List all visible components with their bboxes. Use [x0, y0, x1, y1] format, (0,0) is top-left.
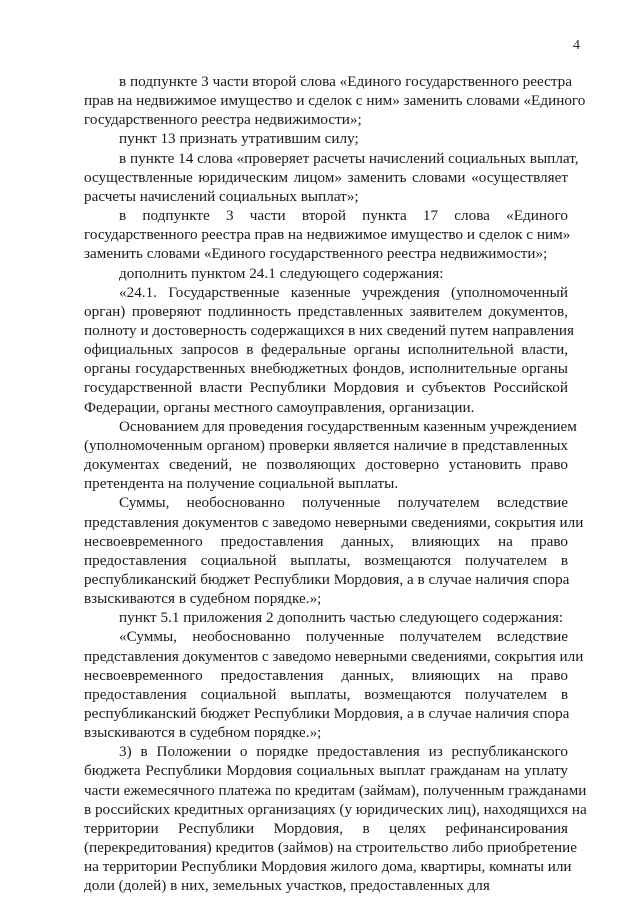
text-line: в пункте 14 слова «проверяет расчеты начислений социальных выплат,: [119, 149, 579, 167]
text-line: претендента на получение социальной выплаты.: [84, 475, 399, 493]
text-line: республиканский бюджет Республики Мордовия, а в случае наличия спора: [84, 570, 570, 588]
text-line: взыскиваются в судебном порядке.»;: [84, 724, 322, 742]
text-line: в российских кредитных организациях (у юридических лиц), находящихся на: [84, 800, 587, 818]
text-line: полноту и достоверность содержащихся в них сведений путем направления: [84, 321, 574, 339]
text-line: дополнить пунктом 24.1 следующего содержания:: [119, 264, 444, 282]
text-line: в подпункте 3 части второй слова «Единого государственного реестра: [119, 73, 573, 90]
text-line: представления документов с заведомо неверными сведениями, сокрытия или: [84, 647, 584, 665]
text-line: в подпункте 3 части второй пункта 17 слова «Единого: [119, 207, 568, 224]
text-line: несвоевременного предоставления данных, влияющих на право: [84, 666, 568, 684]
text-line: Основанием для проведения государственным казенным учреждением: [119, 417, 577, 435]
text-line: пункт 13 признать утратившим силу;: [119, 130, 359, 148]
text-line: Суммы, необоснованно полученные получателем вследствие: [119, 494, 568, 512]
text-line: (уполномоченным органом) проверки является наличие в представленных: [84, 436, 568, 454]
text-line: расчеты начислений социальных выплат»;: [84, 187, 359, 205]
text-line: государственного реестра прав на недвижимое имущество и сделок с ним»: [84, 226, 571, 244]
text-line: «24.1. Государственные казенные учреждения (уполномоченный: [119, 283, 568, 301]
text-line: документах сведений, не позволяющих достоверно установить право: [84, 456, 568, 473]
text-line: на территории Республики Мордовия жилого дома, квартиры, комнаты или: [84, 858, 572, 876]
text-line: Федерации, органы местного самоуправления, организации.: [84, 398, 475, 416]
text-line: органы государственных внебюджетных фондов, исполнительные органы: [84, 360, 568, 378]
text-line: взыскиваются в судебном порядке.»;: [84, 590, 322, 607]
text-line: представления документов с заведомо неверными сведениями, сокрытия или: [84, 513, 584, 531]
text-line: территории Республики Мордовия, в целях рефинансирования: [84, 819, 568, 837]
text-line: «Суммы, необоснованно полученные получателем вследствие: [119, 628, 568, 646]
text-line: республиканский бюджет Республики Мордовия, а в случае наличия спора: [84, 704, 570, 722]
page-number: 4: [573, 38, 580, 53]
text-line: прав на недвижимое имущество и сделок с ним» заменить словами «Единого: [84, 92, 586, 110]
text-line: орган) проверяют подлинность представленных заявителем документов,: [84, 302, 568, 320]
text-line: осуществленные юридическим лицом» заменить словами «осуществляет: [84, 168, 568, 186]
text-line: 3) в Положении о порядке предоставления из республиканского: [119, 743, 568, 761]
text-line: официальных запросов в федеральные органы исполнительной власти,: [84, 341, 568, 359]
text-line: части ежемесячного платежа по кредитам (займам), полученным гражданами: [84, 781, 587, 799]
text-line: несвоевременного предоставления данных, влияющих на право: [84, 532, 568, 550]
text-line: заменить словами «Единого государственного реестра недвижимости»;: [84, 245, 548, 263]
text-line: доли (долей) в них, земельных участков, предоставленных для: [84, 877, 490, 895]
text-line: пункт 5.1 приложения 2 дополнить частью следующего содержания:: [119, 609, 564, 627]
text-line: (перекредитования) кредитов (займов) на строительство либо приобретение: [84, 839, 577, 856]
text-line: государственного реестра недвижимости»;: [84, 111, 362, 129]
text-line: государственной власти Республики Мордовия и субъектов Российской: [84, 379, 568, 397]
text-line: предоставления социальной выплаты, возмещаются получателем в: [84, 551, 568, 569]
text-line: бюджета Республики Мордовия социальных выплат гражданам на уплату: [84, 762, 568, 780]
text-line: предоставления социальной выплаты, возмещаются получателем в: [84, 685, 568, 703]
